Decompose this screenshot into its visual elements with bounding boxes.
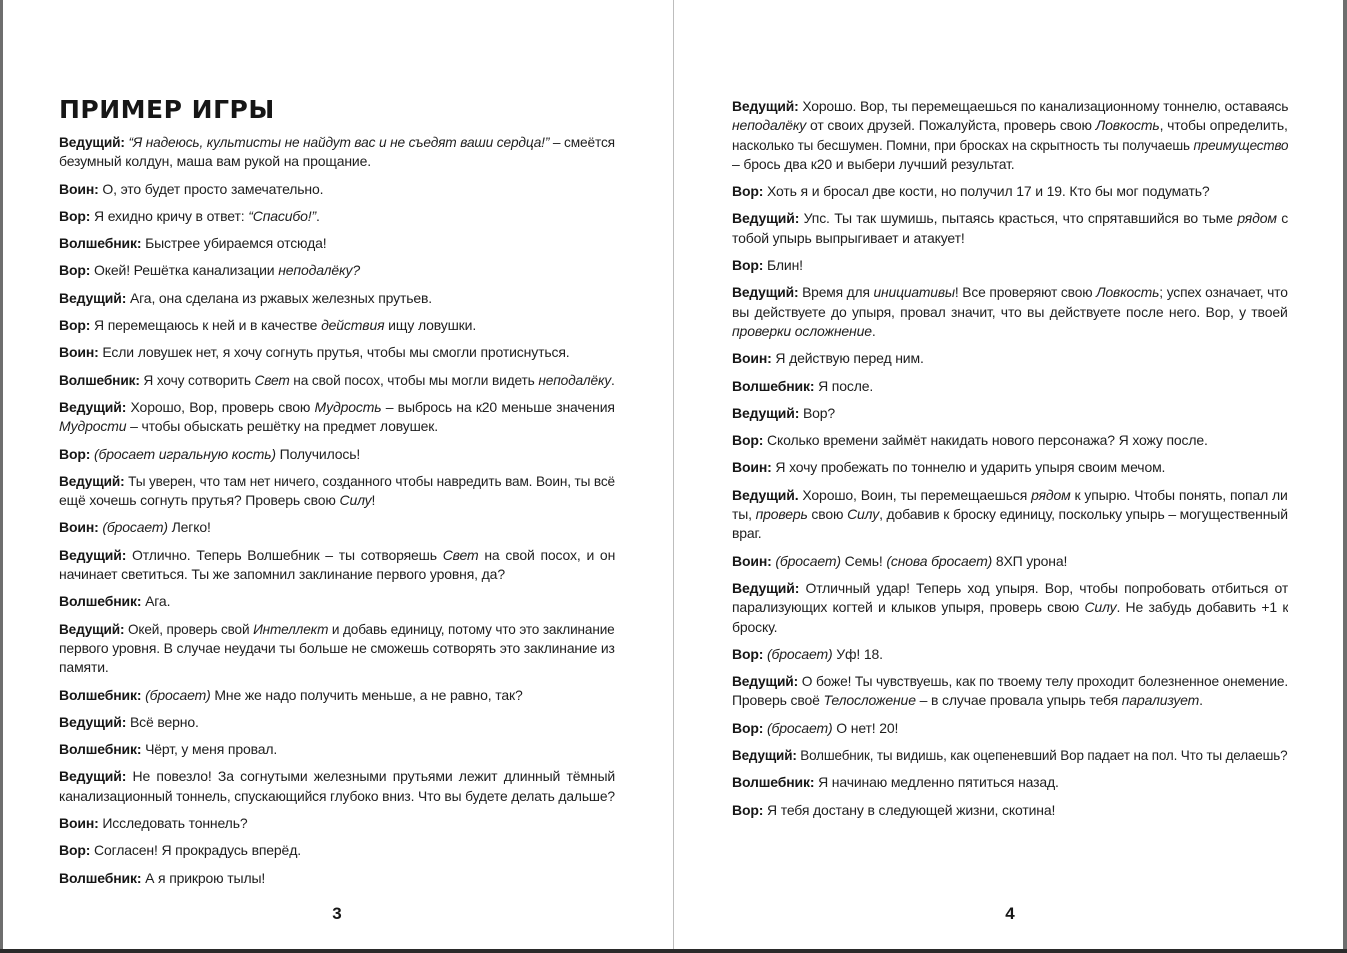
page-number-right: 4 <box>1005 904 1015 923</box>
dialogue-paragraph <box>732 801 1288 820</box>
italic-term: (бросает) <box>767 719 833 736</box>
dialogue-paragraph <box>59 713 615 732</box>
speaker-name: Вор: <box>732 719 764 736</box>
italic-term: (бросает игральную кость) <box>94 445 276 462</box>
text-line <box>59 658 615 677</box>
line-text: вы действуете до упыря, провал значит, что вы действуете после него. Вор, у твоей <box>732 303 1288 320</box>
speaker-name: Ведущий: <box>59 546 127 563</box>
dialogue-list <box>732 97 1288 828</box>
line-text: . <box>871 322 876 339</box>
speaker-name: Ведущий: <box>732 404 800 421</box>
italic-term: инициативы <box>873 284 955 301</box>
page-heading: ПРИМЕР ИГРЫ <box>59 95 275 124</box>
dialogue-paragraph <box>732 377 1288 396</box>
text-line <box>59 343 615 362</box>
line-text: ещё хочешь согнуть прутья? Проверь свою <box>59 492 340 509</box>
speaker-name: Волшебник: <box>59 371 140 388</box>
dialogue-paragraph <box>59 546 615 585</box>
line-text: ты, <box>732 506 756 523</box>
dialogue-paragraph <box>59 316 615 335</box>
text-line <box>59 592 615 611</box>
line-text: – смеётся <box>549 134 615 150</box>
line-text: Блин! <box>763 257 803 274</box>
text-line <box>732 458 1288 477</box>
text-line <box>732 256 1288 275</box>
speaker-name: Вор: <box>732 183 764 200</box>
text-line <box>732 377 1288 396</box>
speaker-name: Ведущий: <box>732 284 799 301</box>
text-line <box>59 152 615 171</box>
line-text: на свой посох, и он <box>478 546 615 563</box>
text-line <box>732 155 1288 174</box>
dialogue-paragraph <box>732 773 1288 792</box>
dialogue-paragraph <box>59 518 615 537</box>
line-text: О боже! Ты чувствуешь, как по твоему телу проходит болезненное онемение. <box>798 673 1288 690</box>
line-text: Я хочу пробежать по тоннелю и ударить упыря своим мечом. <box>771 459 1166 476</box>
speaker-name: Воин: <box>59 815 99 832</box>
text-line <box>732 645 1288 664</box>
text-line <box>59 620 615 639</box>
line-text: Всё верно. <box>126 713 199 730</box>
text-line <box>732 579 1288 598</box>
dialogue-paragraph <box>732 404 1288 423</box>
line-text: от своих друзей. Пожалуйста, проверь свою <box>806 117 1096 134</box>
line-text: Я перемещаюсь к ней и в качестве <box>90 317 322 334</box>
line-text: Я ехидно кричу в ответ: <box>90 207 249 224</box>
speaker-name: Ведущий: <box>732 579 800 596</box>
dialogue-paragraph <box>59 740 615 759</box>
text-line <box>732 672 1288 691</box>
line-text: Хорошо, Воин, ты перемещаешься <box>798 486 1032 503</box>
dialogue-paragraph <box>59 841 615 860</box>
speaker-name: Ведущий: <box>732 673 799 690</box>
line-text: 8ХП урона! <box>992 552 1068 569</box>
line-text: Мне же надо получить меньше, а не равно, так? <box>210 686 523 703</box>
italic-term: рядом <box>1031 486 1071 503</box>
text-line <box>59 180 615 199</box>
text-line <box>59 472 615 491</box>
dialogue-paragraph <box>59 371 615 390</box>
speaker-name: Вор: <box>732 257 764 274</box>
text-line <box>59 518 615 537</box>
text-line <box>732 97 1288 116</box>
speaker-name: Ведущий: <box>59 398 127 415</box>
speaker-name: Вор: <box>732 432 764 449</box>
text-line <box>59 767 615 786</box>
text-line <box>732 431 1288 450</box>
line-text: Согласен! Я прокрадусь вперёд. <box>90 842 301 859</box>
line-text: – в случае провала упырь тебя <box>915 692 1122 709</box>
dialogue-paragraph <box>59 289 615 308</box>
text-line <box>59 565 615 584</box>
text-line <box>59 417 615 436</box>
line-text: насколько ты бесшумен. Помни, при бросках на скрытность ты получаешь <box>732 136 1194 153</box>
speaker-name: Ведущий: <box>59 713 127 730</box>
text-line <box>59 234 615 253</box>
italic-term: преимущество <box>1193 136 1288 153</box>
text-line <box>59 289 615 308</box>
text-line <box>59 261 615 280</box>
line-text: Отлично. Теперь Волшебник – ты сотворяешь <box>126 546 443 563</box>
text-line <box>732 283 1288 302</box>
line-text: Я начинаю медленно пятиться назад. <box>814 774 1059 791</box>
italic-term: рядом <box>1237 210 1277 227</box>
line-text: Я тебя достану в следующей жизни, скотина! <box>763 801 1056 818</box>
line-text: . <box>316 207 320 224</box>
text-line <box>59 207 615 226</box>
line-text: броску. <box>732 618 778 635</box>
line-text: Ага, она сделана из ржавых железных прутьев. <box>126 289 433 306</box>
text-line <box>732 116 1288 135</box>
text-line <box>59 445 615 464</box>
italic-term: неподалёку <box>732 117 807 134</box>
dialogue-paragraph <box>732 256 1288 275</box>
dialogue-paragraph <box>732 182 1288 201</box>
italic-term: Ловкость <box>1096 284 1160 301</box>
italic-term: Свет <box>254 371 290 388</box>
speaker-name: Ведущий: <box>59 289 127 306</box>
speaker-name: Ведущий: <box>732 210 800 227</box>
line-text: Легко! <box>167 519 211 536</box>
dialogue-paragraph <box>59 261 615 280</box>
line-text: – чтобы обыскать решётку на предмет ловушек. <box>126 418 439 435</box>
dialogue-paragraph <box>59 207 615 226</box>
line-text: ; успех означает, что <box>1159 284 1288 301</box>
text-line <box>59 841 615 860</box>
line-text: Окей, проверь свой <box>124 620 254 637</box>
italic-term: неподалёку <box>538 371 612 388</box>
text-line <box>732 801 1288 820</box>
text-line <box>732 505 1288 524</box>
speaker-name: Ведущий. <box>732 486 799 503</box>
line-text: Волшебник, ты видишь, как оцепеневший Вор падает на пол. Что ты делаешь? <box>796 747 1288 764</box>
italic-term: Мудрость <box>314 398 382 415</box>
italic-term: (бросает) <box>767 645 833 662</box>
text-line <box>59 133 615 152</box>
line-text: Семь! <box>840 552 887 569</box>
speaker-name: Вор: <box>59 445 91 462</box>
speaker-name: Вор: <box>59 262 91 279</box>
text-line <box>59 787 615 806</box>
text-line <box>59 371 615 390</box>
line-text: тобой упырь выпрыгивает и атакует! <box>732 229 965 246</box>
text-line <box>732 136 1288 155</box>
line-text: О, это будет просто замечательно. <box>98 180 324 197</box>
dialogue-paragraph <box>59 343 615 362</box>
italic-term: (снова бросает) <box>886 552 993 569</box>
line-text: Хорошо, Вор, проверь свою <box>126 398 315 415</box>
speaker-name: Вор: <box>59 317 91 334</box>
speaker-name: Воин: <box>59 180 99 197</box>
italic-term: действия <box>321 317 385 334</box>
text-line <box>732 552 1288 571</box>
text-line <box>59 546 615 565</box>
speaker-name: Вор: <box>59 842 91 859</box>
line-text: – выбрось на к20 меньше значения <box>381 398 615 415</box>
line-text: Не повезло! За согнутыми железными прутьями лежит длинный тёмный <box>126 768 615 785</box>
speaker-name: Воин: <box>732 459 772 476</box>
dialogue-paragraph <box>59 592 615 611</box>
dialogue-paragraph <box>732 746 1288 765</box>
dialogue-paragraph <box>59 445 615 464</box>
line-text: О нет! 20! <box>832 719 899 736</box>
speaker-name: Волшебник: <box>59 686 142 703</box>
dialogue-paragraph <box>732 209 1288 248</box>
text-line <box>59 639 615 658</box>
italic-term: (бросает) <box>145 686 211 703</box>
line-text: Уф! 18. <box>832 645 883 662</box>
line-text: с <box>1276 210 1288 227</box>
line-text: Исследовать тоннель? <box>98 815 248 832</box>
dialogue-paragraph <box>732 349 1288 368</box>
speaker-name: Ведущий: <box>59 768 127 785</box>
line-text: памяти. <box>59 659 109 676</box>
line-text: Отличный удар! Теперь ход упыря. Вор, чтобы попробовать отбиться от <box>799 579 1288 596</box>
italic-term: Мудрости <box>59 418 127 435</box>
speaker-name: Волшебник: <box>59 869 142 886</box>
text-line <box>732 524 1288 543</box>
line-text: первого уровня. В случае неудачи ты больше не сможешь сотворять это заклинание из <box>59 639 615 656</box>
text-line <box>59 740 615 759</box>
speaker-name: Вор: <box>732 801 764 818</box>
italic-term: Ловкость <box>1095 117 1160 134</box>
line-text: враг. <box>732 525 762 542</box>
line-text: Вор? <box>799 404 836 421</box>
speaker-name: Волшебник: <box>59 741 142 758</box>
dialogue-paragraph <box>732 486 1288 544</box>
dialogue-paragraph <box>732 283 1288 341</box>
dialogue-paragraph <box>59 133 615 172</box>
italic-term: (бросает) <box>102 519 168 536</box>
text-line <box>732 404 1288 423</box>
text-line <box>59 686 615 705</box>
line-text: Сколько времени займёт накидать нового персонажа? Я хожу после. <box>763 432 1208 449</box>
dialogue-paragraph <box>732 552 1288 571</box>
italic-term: парализует <box>1121 692 1200 709</box>
text-line <box>732 598 1288 617</box>
dialogue-paragraph <box>59 814 615 833</box>
line-text: ищу ловушки. <box>384 317 477 334</box>
line-text: парализующих когтей и клыков упыря, проверь свою <box>732 599 1085 616</box>
text-line <box>732 691 1288 710</box>
text-line <box>732 773 1288 792</box>
line-text: Проверь своё <box>732 692 824 709</box>
text-line <box>732 322 1288 341</box>
speaker-name: Вор: <box>732 645 764 662</box>
speaker-name: Воин: <box>59 344 99 361</box>
page-number-left: 3 <box>332 904 342 923</box>
dialogue-paragraph <box>732 645 1288 664</box>
dialogue-paragraph <box>732 719 1288 738</box>
dialogue-paragraph <box>59 180 615 199</box>
speaker-name: Ведущий: <box>59 472 125 489</box>
text-line <box>59 814 615 833</box>
line-text: Я действую перед ним. <box>771 350 924 367</box>
text-line <box>732 349 1288 368</box>
line-text: и добавь единицу, потому что это заклинание <box>328 620 615 637</box>
scan-border-bottom <box>0 949 1347 953</box>
dialogue-paragraph <box>59 686 615 705</box>
speaker-name: Воин: <box>732 552 772 569</box>
speaker-name: Воин: <box>732 350 772 367</box>
line-text: Ага. <box>141 593 171 610</box>
speaker-name: Вор: <box>59 207 91 224</box>
text-line <box>732 719 1288 738</box>
speaker-name: Волшебник: <box>732 774 815 791</box>
italic-term: Интеллект <box>253 620 329 637</box>
line-text: . Не забудь добавить +1 к <box>1116 599 1288 616</box>
speaker-name: Ведущий: <box>732 747 797 764</box>
italic-term: Свет <box>442 546 479 563</box>
line-text: , чтобы определить, <box>1159 117 1288 134</box>
dialogue-paragraph <box>732 431 1288 450</box>
dialogue-paragraph <box>59 869 615 888</box>
text-line <box>59 316 615 335</box>
line-text: . <box>611 371 615 388</box>
scan-border-right <box>1343 0 1347 953</box>
line-text: ! Все проверяют свою <box>954 284 1097 301</box>
dialogue-paragraph <box>59 472 615 511</box>
line-text: Я после. <box>814 377 874 394</box>
text-line <box>59 713 615 732</box>
speaker-name: Волшебник: <box>732 377 815 394</box>
dialogue-paragraph <box>732 97 1288 174</box>
line-text: Быстрее убираемся отсюда! <box>141 235 327 252</box>
dialogue-paragraph <box>59 398 615 437</box>
line-text: Окей! Решётка канализации <box>90 262 279 279</box>
line-text: Я хочу сотворить <box>139 371 255 388</box>
italic-term: Силу <box>1084 599 1117 616</box>
dialogue-list <box>59 133 615 896</box>
italic-term: “Я надеюсь, культисты не найдут вас и не съедят ваши сердца!” <box>128 134 550 150</box>
line-text: к упырю. Чтобы понять, попал ли <box>1070 486 1288 503</box>
line-text: Хоть я и бросал две кости, но получил 17 и 19. Кто бы мог подумать? <box>763 183 1210 200</box>
line-text: Получилось! <box>275 445 361 462</box>
speaker-name: Волшебник: <box>59 593 142 610</box>
line-text: Хорошо. Вор, ты перемещаешься по канализационному тоннелю, оставаясь <box>798 98 1289 114</box>
line-text: начинает светиться. Ты же запомнил заклинание первого уровня, да? <box>59 566 505 583</box>
dialogue-paragraph <box>732 579 1288 637</box>
text-line <box>59 869 615 888</box>
italic-term: проверки осложнение <box>732 322 872 339</box>
right-page <box>732 0 1288 949</box>
dialogue-paragraph <box>59 767 615 806</box>
italic-term: неподалёку? <box>278 262 360 279</box>
line-text: Время для <box>798 284 874 301</box>
text-line <box>732 746 1288 765</box>
italic-term: Телосложение <box>823 692 916 709</box>
line-text: , добавив к броску единицу, поскольку упырь – могущественный <box>879 506 1288 523</box>
text-line <box>732 229 1288 248</box>
book-spine-divider <box>673 0 674 949</box>
italic-term: проверь <box>755 506 808 523</box>
speaker-name: Ведущий: <box>59 134 125 150</box>
text-line <box>732 486 1288 505</box>
text-line <box>732 618 1288 637</box>
line-text: ! <box>371 492 376 509</box>
text-line <box>732 209 1288 228</box>
italic-term: Силу <box>847 506 880 523</box>
dialogue-paragraph <box>59 234 615 253</box>
line-text: свою <box>807 506 848 523</box>
left-page <box>59 0 615 949</box>
text-line <box>732 303 1288 322</box>
italic-term: “Спасибо!” <box>248 207 316 224</box>
speaker-name: Воин: <box>59 519 99 536</box>
speaker-name: Ведущий: <box>59 620 125 637</box>
dialogue-paragraph <box>732 672 1288 711</box>
text-line <box>732 182 1288 201</box>
italic-term: Силу <box>339 492 372 509</box>
line-text: канализационный тоннель, спускающийся глубоко вниз. Что вы будете делать дальше? <box>59 787 615 804</box>
speaker-name: Волшебник: <box>59 235 142 252</box>
speaker-name: Ведущий: <box>732 98 799 114</box>
text-line <box>59 398 615 417</box>
line-text: А я прикрою тылы! <box>141 869 266 886</box>
dialogue-paragraph <box>59 620 615 678</box>
line-text: Если ловушек нет, я хочу согнуть прутья, чтобы мы смогли протиснуться. <box>98 344 570 361</box>
scan-border-left <box>0 0 3 953</box>
line-text: Чёрт, у меня провал. <box>141 741 278 758</box>
line-text: на свой посох, чтобы мы могли видеть <box>289 371 539 388</box>
line-text: . <box>1199 692 1203 709</box>
italic-term: (бросает) <box>775 552 841 569</box>
text-line <box>59 491 615 510</box>
line-text: Упс. Ты так шумишь, пытаясь красться, что спрятавшийся во тьме <box>799 210 1238 227</box>
dialogue-paragraph <box>732 458 1288 477</box>
line-text: – брось два к20 и выбери лучший результат. <box>732 155 1015 172</box>
line-text: безумный колдун, маша вам рукой на прощание. <box>59 153 371 170</box>
line-text: Ты уверен, что там нет ничего, созданного чтобы навредить вам. Воин, ты всё <box>124 472 615 489</box>
